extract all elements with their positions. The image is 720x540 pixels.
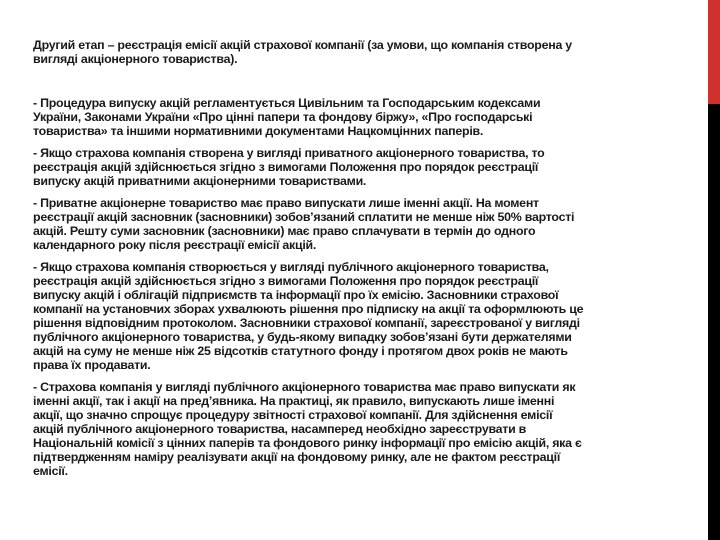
text-line: - Якщо страхова компанія створюється у вигляді публічного акціонерного товариства, [33, 260, 549, 274]
text-line: компанії на установчих зборах ухвалюють рішення про підписку на акції та оформлюють це [33, 302, 584, 316]
text-line: акцій публічного акціонерного товариства, насамперед необхідно зареєструвати в [33, 422, 527, 436]
text-line: іменні акції, так і акції на пред’явника. На практиці, як правило, випускають лише іменні [33, 394, 555, 408]
text-line: акцій на суму не менше ніж 25 відсотків статутного фонду і протягом двох років не мають [33, 344, 568, 358]
slide-text [33, 38, 703, 486]
text-line: акції, що значно спрощує процедуру звітності страхової компанії. Для здійснення емісії [33, 408, 553, 422]
paragraph-public-shares [33, 380, 703, 478]
text-line: випуску акцій приватними акціонерними товариствами. [33, 174, 367, 188]
text-line: акцій. Решту суми засновник (засновники) має право сплачувати в термін до одного [33, 224, 536, 238]
accent-bar-black [708, 104, 720, 540]
text-line: публічного акціонерного товариства, у будь-якому випадку зобов’язані бути держателями [33, 330, 572, 344]
text-line: Національній комісії з цінних паперів та фондового ринку інформації про емісію акцій, яка є [33, 436, 582, 450]
text-line: Другий етап – реєстрація емісії акцій страхової компанії (за умови, що компанія створена у [33, 38, 572, 52]
stage-heading [33, 38, 703, 66]
text-line: - Страхова компанія у вигляді публічного акціонерного товариства має право випускати як [33, 380, 576, 394]
text-line: реєстрації акцій засновник (засновники) зобов’язаний сплатити не менше ніж 50% вартості [33, 210, 575, 224]
text-line: - Якщо страхова компанія створена у вигляді приватного акціонерного товариства, то [33, 146, 545, 160]
text-line: підтвердженням наміру реалізувати акції на фондовому ринку, але не фактом реєстрації [33, 450, 561, 464]
paragraph-public-company [33, 260, 703, 372]
text-line: емісії. [33, 464, 68, 478]
text-line: вигляді акціонерного товариства). [33, 52, 238, 66]
paragraph-private-company [33, 146, 703, 188]
text-line: реєстрація акцій здійснюється згідно з вимогами Положення про порядок реєстрації [33, 274, 539, 288]
text-line: - Приватне акціонерне товариство має право випускати лише іменні акції. На момент [33, 196, 539, 210]
text-line: України, Законами України «Про цінні папери та фондову біржу», «Про господарські [33, 110, 533, 124]
text-line: календарного року після реєстрації емісії акцій. [33, 238, 317, 252]
paragraph-private-shares [33, 196, 703, 252]
text-line: рішення відповідним протоколом. Засновники страхової компанії, зареєстрованої у вигляді [33, 316, 580, 330]
accent-bar-red [708, 0, 720, 104]
text-line: реєстрація акцій здійснюється згідно з вимогами Положення про порядок реєстрації [33, 160, 539, 174]
text-line: - Процедура випуску акцій регламентується Цивільним та Господарським кодексами [33, 96, 541, 110]
text-line: товариства» та іншими нормативними документами Нацкомцінних паперів. [33, 124, 484, 138]
text-line: випуску акцій і облігацій підприємств та інформації про їх емісію. Засновники страхової [33, 288, 559, 302]
text-line: права їх продавати. [33, 358, 151, 372]
paragraph-regulation [33, 96, 703, 138]
